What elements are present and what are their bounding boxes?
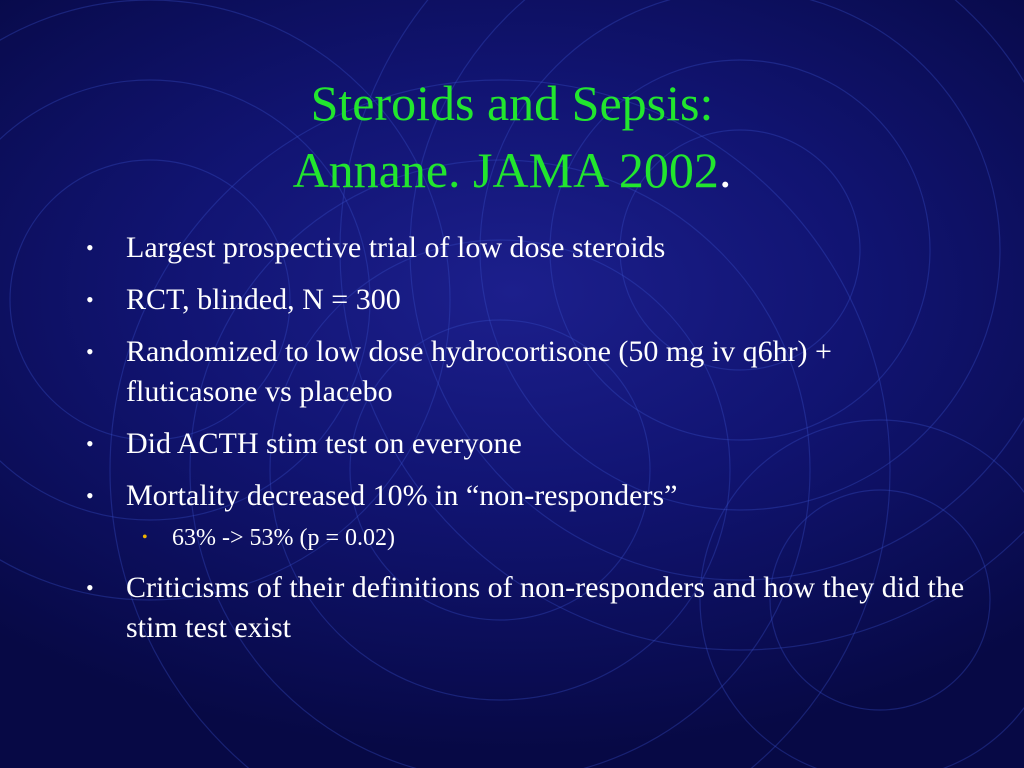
bullet-dot-icon: •: [86, 431, 94, 456]
slide-title: [0, 70, 1024, 204]
bullet-item: [86, 228, 966, 268]
bullet-text: Largest prospective trial of low dose steroids: [126, 231, 666, 264]
bullet-dot-icon: •: [86, 575, 94, 600]
bullet-item: [86, 332, 966, 412]
sub-bullet-text: 63% -> 53% (p = 0.02): [172, 525, 396, 551]
bullet-dot-icon: •: [86, 287, 94, 312]
bullet-item: [86, 280, 966, 320]
title-line-2: [0, 137, 1024, 204]
bullet-dot-icon: •: [86, 235, 94, 260]
bullet-item: [86, 476, 966, 516]
bullet-text: RCT, blinded, N = 300: [126, 283, 401, 316]
bullet-text: Criticisms of their definitions of non-responders and how they did the stim test exist: [126, 571, 965, 644]
bullet-dot-icon: •: [86, 483, 94, 508]
bullet-list: [86, 228, 966, 660]
sub-bullet-dot-icon: •: [142, 529, 148, 546]
title-line-2-text: Annane. JAMA 2002: [292, 142, 719, 198]
bullet-dot-icon: •: [86, 339, 94, 364]
bullet-item: [86, 424, 966, 464]
bullet-item: [86, 568, 966, 648]
bullet-text: Mortality decreased 10% in “non-responders”: [126, 479, 678, 512]
sub-bullet-item: [86, 522, 966, 554]
bullet-text: Randomized to low dose hydrocortisone (50 mg iv q6hr) + fluticasone vs placebo: [126, 335, 832, 408]
bullet-text: Did ACTH stim test on everyone: [126, 427, 522, 460]
title-line-2-period: .: [718, 142, 732, 198]
title-line-1: Steroids and Sepsis:: [310, 75, 714, 131]
